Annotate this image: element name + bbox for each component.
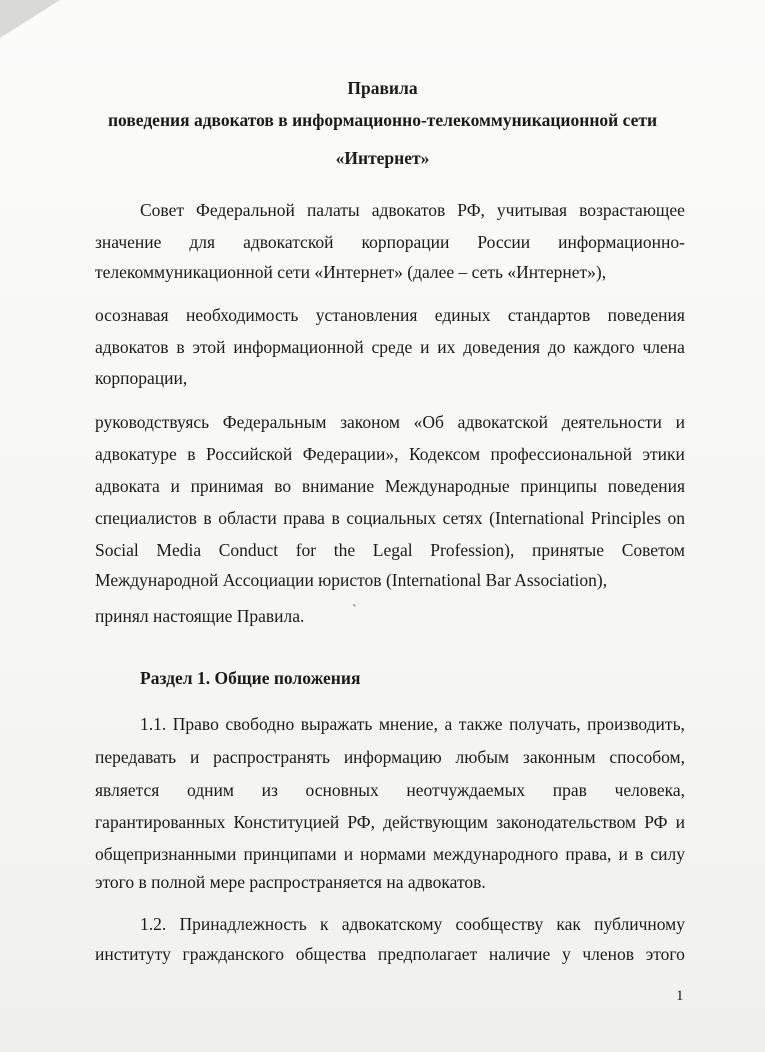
word: передавать [95,747,177,767]
word: адвокатскому [341,914,443,934]
word: члена [642,337,685,357]
clause-1-1-line: этого в полной мере распространяется на адвокатов. [95,872,486,892]
word: доведения [463,337,541,357]
word: до [547,337,566,357]
word: Конституцией [233,812,340,832]
word: Право [172,714,219,734]
clause-1-1-line [140,714,685,735]
word: каждого [573,337,635,357]
word: необходимость [186,305,299,325]
word: Принадлежность [179,914,307,934]
word: палаты [306,200,360,220]
folded-corner [0,0,60,38]
word: сетях [442,508,483,528]
word: во [274,476,292,496]
word: принимая [190,476,264,496]
clause-1-2-line [95,944,685,965]
word: 1.1. [140,714,167,734]
section-heading: Раздел 1. Общие положения [140,668,361,688]
word: в [331,508,340,528]
clause-1-2-line [140,914,685,935]
word: и [343,844,354,864]
preamble-line [95,232,685,253]
word: в [176,337,185,357]
word: предполагает [377,944,478,964]
word: специалистов [95,508,197,528]
word: неотчуждаемых [406,780,526,800]
word: и [675,812,685,832]
word: информационной [233,337,364,357]
word: адвокатуре [95,444,177,464]
word: в [203,508,212,528]
word: свободно [225,714,295,734]
word: поведения [607,476,685,496]
preamble-line [95,412,685,433]
word: также [458,714,503,734]
clause-1-1-line [95,844,685,865]
page-number: 1 [676,988,684,1004]
word: нормами [360,844,426,864]
word: Федеральной [196,200,295,220]
word: законодательством [496,812,637,832]
word: законным [522,747,596,767]
word: человека, [614,780,685,800]
preamble-line: телекоммуникационной сети «Интернет» (далее – сеть «Интернет»), [95,262,607,282]
word: the [333,540,356,560]
word: к [319,914,329,934]
word: сообществу [455,914,544,934]
preamble-line: корпорации, [95,368,188,388]
word: установления [315,305,418,325]
word: производить, [587,714,685,734]
word: внимание [301,476,375,496]
word: РФ [644,812,668,832]
word: и [189,747,200,767]
word: а [444,714,453,734]
preamble-line [95,540,685,561]
word: институту [95,944,171,964]
word: области [218,508,277,528]
word: основных [305,780,379,800]
word: и [420,337,430,357]
document-title: Правила [347,78,418,98]
word: законом [340,412,400,432]
word: учитывая [496,200,568,220]
word: Российской [206,444,293,464]
preamble-line [95,508,685,529]
word: Legal [372,540,413,560]
word: стандартов [507,305,591,325]
preamble-line [95,444,685,465]
word: значение [95,232,162,252]
preamble-line [140,200,685,221]
word: публичному [594,914,685,934]
clause-1-1-line [95,812,685,833]
word: этого [645,944,685,964]
word: 1.2. [140,914,167,934]
word: способом, [609,747,685,767]
word: Федерации», [302,444,399,464]
word: профессиональной [490,444,633,464]
show-through-text: ⠀ [90,71,101,87]
word: «Об [413,412,444,432]
preamble-line: Международной Ассоциации юристов (International Bar Association), [95,570,608,590]
word: права, [565,844,612,864]
word: гарантированных [95,812,226,832]
word: on [667,508,685,528]
word: поведения [607,305,685,325]
word: социальных [346,508,437,528]
word: Советом [621,540,685,560]
word: for [295,540,317,560]
clause-1-1-line [95,747,685,768]
clause-1-1-line [95,780,685,801]
word: адвокатской [243,232,334,252]
preamble-line [95,337,685,358]
word: в [634,844,644,864]
word: Совет [140,200,184,220]
document-subtitle-2: «Интернет» [335,148,430,168]
word: международного [433,844,559,864]
word: принципы [520,476,598,496]
word: этики [642,444,685,464]
word: среде [371,337,413,357]
word: любым [455,747,510,767]
word: прав [552,780,587,800]
word: и [170,476,180,496]
word: единых [434,305,491,325]
word: наличие [488,944,551,964]
word: деятельности [561,412,662,432]
word: Media [156,540,202,560]
word: принятые [532,540,605,560]
document-subtitle: поведения адвокатов в информационно-телекоммуникационной сети [107,110,658,130]
word: Social [95,540,139,560]
stray-mark: ` [352,603,357,618]
word: мнение, [378,714,438,734]
word: осознавая [95,305,169,325]
word: общепризнанными [95,844,237,864]
word: России [477,232,531,252]
word: действующим [383,812,488,832]
word: в [187,444,196,464]
word: РФ, [457,200,485,220]
word: Conduct [218,540,279,560]
word: Profession), [430,540,515,560]
word: получать, [509,714,581,734]
word: из [261,780,278,800]
word: права [283,508,325,528]
word: общества [295,944,367,964]
word: Кодексом [408,444,481,464]
word: Principles [590,508,661,528]
word: информацию [343,747,442,767]
word: РФ, [347,812,375,832]
word: корпорации [361,232,450,252]
word: распространять [213,747,330,767]
word: силу [650,844,685,864]
word: (International [489,508,585,528]
word: принципами [243,844,337,864]
word: информационно- [558,232,685,252]
word: является [95,780,160,800]
preamble-line [95,305,685,326]
word: руководствуясь [95,412,210,432]
word: членов [582,944,635,964]
word: Международные [384,476,510,496]
word: этой [192,337,226,357]
word: гражданского [182,944,284,964]
preamble-closing: принял настоящие Правила. [95,606,305,626]
word: их [437,337,456,357]
word: одним [186,780,234,800]
word: возрастающее [579,200,685,220]
preamble-line [95,476,685,497]
word: адвокатов [95,337,169,357]
word: адвоката [95,476,160,496]
word: и [675,412,685,432]
word: для [189,232,216,252]
word: выражать [300,714,373,734]
word: Федеральным [222,412,327,432]
word: как [556,914,581,934]
word: адвокатской [457,412,549,432]
word: адвокатов [371,200,446,220]
word: и [618,844,628,864]
word: у [561,944,571,964]
